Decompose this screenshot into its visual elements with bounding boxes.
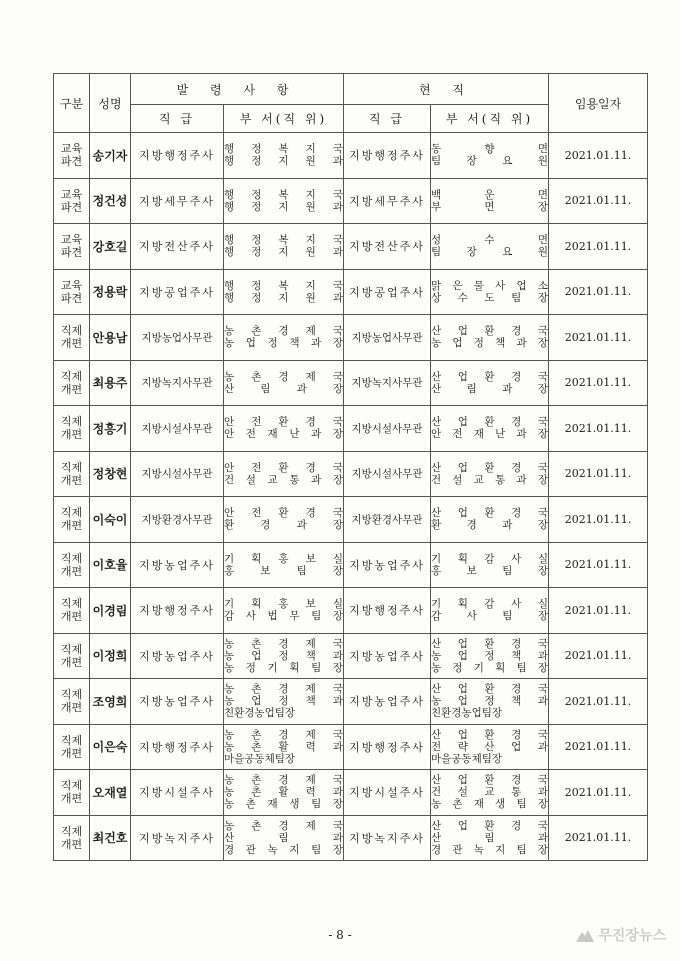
date-cell: 2021.01.11. xyxy=(549,269,648,315)
cell-line: 감 사 팀 장 xyxy=(431,610,548,623)
cell-line: 농 업 정 책 과 xyxy=(431,695,548,708)
new-grade-cell: 지방농업사무관 xyxy=(131,315,224,361)
cell-line: 행 정 지 원 과 xyxy=(224,291,343,304)
cell-line: 개편 xyxy=(60,428,83,442)
table-row xyxy=(54,542,648,588)
cell-line: 산 업 환 경 국 xyxy=(431,774,548,787)
date-cell: 2021.01.11. xyxy=(549,406,648,452)
category-cell xyxy=(54,178,90,224)
cell-line: 개편 xyxy=(60,473,83,487)
new-grade-cell: 지방행정주사 xyxy=(131,724,224,770)
current-grade-cell: 지방행정주사 xyxy=(344,133,431,179)
watermark-text: 무진장뉴스 xyxy=(598,928,666,944)
cell-line: 농 업 정 책 과 xyxy=(224,695,343,708)
table-row xyxy=(54,178,648,224)
new-department-cell xyxy=(224,224,344,270)
cell-line: 파견 xyxy=(60,246,83,260)
table-row xyxy=(54,451,648,497)
new-department-cell xyxy=(224,497,344,543)
cell-line: 안 전 환 경 국 xyxy=(224,416,343,429)
date-cell: 2021.01.11. xyxy=(549,633,648,679)
header-grade: 직 급 xyxy=(131,105,224,133)
cell-line: 개편 xyxy=(60,701,83,715)
table-row xyxy=(54,269,648,315)
cell-line: 행 정 복 지 국 xyxy=(224,234,343,247)
cell-line: 기 획 홍 보 실 xyxy=(224,552,343,565)
new-grade-cell: 지방시설사무관 xyxy=(131,406,224,452)
header-name: 성명 xyxy=(90,74,131,133)
table-row xyxy=(54,406,648,452)
cell-line: 산 업 환 경 국 xyxy=(431,683,548,696)
new-department-cell xyxy=(224,360,344,406)
cell-line: 안 전 재 난 과 장 xyxy=(431,428,548,441)
table-row xyxy=(54,133,648,179)
new-department-cell xyxy=(224,588,344,634)
cell-line: 상 수 도 팀 장 xyxy=(431,291,548,304)
new-grade-cell: 지방농업주사 xyxy=(131,542,224,588)
new-department-cell xyxy=(224,178,344,224)
current-department-cell xyxy=(431,269,549,315)
current-grade-cell: 지방환경사무관 xyxy=(344,497,431,543)
date-cell: 2021.01.11. xyxy=(549,224,648,270)
cell-line: 직제 xyxy=(60,415,83,429)
new-department-cell xyxy=(224,815,344,861)
table-row xyxy=(54,224,648,270)
date-cell: 2021.01.11. xyxy=(549,724,648,770)
new-grade-cell: 지방행정주사 xyxy=(131,133,224,179)
date-cell: 2021.01.11. xyxy=(549,360,648,406)
current-department-cell xyxy=(431,724,549,770)
current-department-cell xyxy=(431,679,549,725)
new-department-cell xyxy=(224,542,344,588)
category-cell xyxy=(54,724,90,770)
name-cell: 송기자 xyxy=(90,133,131,179)
cell-line: 산 업 환 경 국 xyxy=(431,728,548,741)
current-grade-cell: 지방녹지주사 xyxy=(344,815,431,861)
cell-line: 농 정 기 획 팀 장 xyxy=(224,661,343,674)
current-department-cell xyxy=(431,633,549,679)
cell-line: 교육 xyxy=(60,142,83,156)
cell-line: 농 촌 경 제 국 xyxy=(224,774,343,787)
current-grade-cell: 지방전산주사 xyxy=(344,224,431,270)
new-department-cell xyxy=(224,770,344,816)
current-department-cell xyxy=(431,360,549,406)
new-department-cell xyxy=(224,633,344,679)
cell-line: 직제 xyxy=(60,642,83,656)
cell-line: 파견 xyxy=(60,200,83,214)
cell-line: 산 업 환 경 국 xyxy=(431,507,548,520)
header-category: 구분 xyxy=(54,74,90,133)
current-department-cell xyxy=(431,542,549,588)
cell-line: 개편 xyxy=(60,746,83,760)
cell-line: 마을공동체팀장 xyxy=(431,752,503,765)
cell-line: 부 면 장 xyxy=(431,200,548,213)
cell-line: 개편 xyxy=(60,655,83,669)
date-cell: 2021.01.11. xyxy=(549,315,648,361)
cell-line: 홍 보 팀 장 xyxy=(224,564,343,577)
current-grade-cell: 지방행정주사 xyxy=(344,588,431,634)
current-department-cell xyxy=(431,406,549,452)
cell-line: 행 정 지 원 과 xyxy=(224,200,343,213)
category-cell xyxy=(54,542,90,588)
table-row xyxy=(54,315,648,361)
current-grade-cell: 지방시설사무관 xyxy=(344,451,431,497)
cell-line: 직제 xyxy=(60,688,83,702)
cell-line: 안 전 환 경 국 xyxy=(224,507,343,520)
cell-line: 산 업 환 경 국 xyxy=(431,370,548,383)
header-department-current: 부 서(직 위) xyxy=(431,105,549,133)
cell-line: 팀 장 요 원 xyxy=(431,246,548,259)
date-cell: 2021.01.11. xyxy=(549,497,648,543)
category-cell xyxy=(54,451,90,497)
name-cell: 이경림 xyxy=(90,588,131,634)
cell-line: 산 업 환 경 국 xyxy=(431,637,548,650)
cell-line: 산 업 환 경 국 xyxy=(431,416,548,429)
date-cell: 2021.01.11. xyxy=(549,679,648,725)
cell-line: 직제 xyxy=(60,824,83,838)
cell-line: 개편 xyxy=(60,564,83,578)
current-department-cell xyxy=(431,315,549,361)
new-department-cell xyxy=(224,269,344,315)
category-cell xyxy=(54,633,90,679)
cell-line: 친환경농업팀장 xyxy=(431,707,503,720)
cell-line: 행 정 복 지 국 xyxy=(224,188,343,201)
name-cell: 이정희 xyxy=(90,633,131,679)
category-cell xyxy=(54,815,90,861)
cell-line: 감 사 법 무 팀 장 xyxy=(224,610,343,623)
cell-line: 환 경 과 장 xyxy=(431,519,548,532)
cell-line: 기 획 감 사 실 xyxy=(431,598,548,611)
current-department-cell xyxy=(431,451,549,497)
table-body xyxy=(54,133,648,861)
cell-line: 건 설 교 통 과 xyxy=(431,786,548,799)
cell-line: 산 림 과 xyxy=(431,831,548,844)
new-grade-cell: 지방전산주사 xyxy=(131,224,224,270)
cell-line: 산 림 과 장 xyxy=(431,382,548,395)
mountain-logo-icon xyxy=(576,928,594,942)
name-cell: 이숙이 xyxy=(90,497,131,543)
current-department-cell xyxy=(431,133,549,179)
table-row xyxy=(54,588,648,634)
cell-line: 직제 xyxy=(60,369,83,383)
table-row xyxy=(54,770,648,816)
date-cell: 2021.01.11. xyxy=(549,588,648,634)
cell-line: 직제 xyxy=(60,324,83,338)
current-grade-cell: 지방공업주사 xyxy=(344,269,431,315)
cell-line: 개편 xyxy=(60,382,83,396)
current-department-cell xyxy=(431,224,549,270)
category-cell xyxy=(54,679,90,725)
cell-line: 경 관 녹 지 팀 장 xyxy=(431,843,548,856)
new-grade-cell: 지방행정주사 xyxy=(131,588,224,634)
cell-line: 건 설 교 통 과 장 xyxy=(224,473,343,486)
header-appointment: 발 령 사 항 xyxy=(131,74,344,105)
table-row xyxy=(54,633,648,679)
new-grade-cell: 지방세무주사 xyxy=(131,178,224,224)
cell-line: 농 촌 경 제 국 xyxy=(224,637,343,650)
date-cell: 2021.01.11. xyxy=(549,178,648,224)
current-grade-cell: 지방농업주사 xyxy=(344,542,431,588)
new-grade-cell: 지방공업주사 xyxy=(131,269,224,315)
name-cell: 강호길 xyxy=(90,224,131,270)
cell-line: 안 전 재 난 과 장 xyxy=(224,428,343,441)
name-cell: 정용락 xyxy=(90,269,131,315)
cell-line: 직제 xyxy=(60,779,83,793)
cell-line: 개편 xyxy=(60,519,83,533)
current-grade-cell: 지방행정주사 xyxy=(344,724,431,770)
current-grade-cell: 지방세무주사 xyxy=(344,178,431,224)
name-cell: 정창현 xyxy=(90,451,131,497)
current-grade-cell: 지방시설사무관 xyxy=(344,406,431,452)
new-grade-cell: 지방환경사무관 xyxy=(131,497,224,543)
watermark xyxy=(576,925,666,945)
category-cell xyxy=(54,224,90,270)
cell-line: 팀 장 요 원 xyxy=(431,155,548,168)
category-cell xyxy=(54,360,90,406)
cell-line: 개편 xyxy=(60,837,83,851)
current-department-cell xyxy=(431,497,549,543)
category-cell xyxy=(54,269,90,315)
cell-line: 산 림 과 장 xyxy=(224,382,343,395)
cell-line: 기 획 감 사 실 xyxy=(431,552,548,565)
category-cell xyxy=(54,133,90,179)
cell-line: 성 수 면 xyxy=(431,234,548,247)
category-cell xyxy=(54,315,90,361)
current-grade-cell: 지방농업주사 xyxy=(344,633,431,679)
new-department-cell xyxy=(224,451,344,497)
new-grade-cell: 지방농업주사 xyxy=(131,633,224,679)
cell-line: 농 촌 재 생 팀 장 xyxy=(431,798,548,811)
category-cell xyxy=(54,770,90,816)
cell-line: 직제 xyxy=(60,551,83,565)
name-cell: 오재열 xyxy=(90,770,131,816)
table-row xyxy=(54,724,648,770)
cell-line: 파견 xyxy=(60,291,83,305)
current-grade-cell: 지방녹지사무관 xyxy=(344,360,431,406)
new-department-cell xyxy=(224,315,344,361)
current-department-cell xyxy=(431,178,549,224)
cell-line: 건 설 교 통 과 장 xyxy=(431,473,548,486)
cell-line: 농 업 정 책 과 장 xyxy=(224,337,343,350)
cell-line: 안 전 환 경 국 xyxy=(224,461,343,474)
cell-line: 행 정 복 지 국 xyxy=(224,143,343,156)
cell-line: 직제 xyxy=(60,597,83,611)
cell-line: 산 업 환 경 국 xyxy=(431,819,548,832)
header-department: 부 서(직 위) xyxy=(224,105,344,133)
cell-line: 행 정 지 원 과 xyxy=(224,155,343,168)
cell-line: 직제 xyxy=(60,506,83,520)
header-current: 현 직 xyxy=(344,74,549,105)
cell-line: 농 촌 활 력 과 xyxy=(224,740,343,753)
cell-line: 환 경 과 장 xyxy=(224,519,343,532)
cell-line: 농 촌 경 제 국 xyxy=(224,728,343,741)
name-cell: 안용남 xyxy=(90,315,131,361)
new-department-cell xyxy=(224,679,344,725)
current-grade-cell: 지방농업주사 xyxy=(344,679,431,725)
current-department-cell xyxy=(431,770,549,816)
cell-line: 직제 xyxy=(60,733,83,747)
new-grade-cell: 지방녹지주사 xyxy=(131,815,224,861)
cell-line: 교육 xyxy=(60,233,83,247)
cell-line: 농 촌 재 생 팀 장 xyxy=(224,798,343,811)
date-cell: 2021.01.11. xyxy=(549,815,648,861)
table-row xyxy=(54,497,648,543)
cell-line: 홍 보 팀 장 xyxy=(431,564,548,577)
cell-line: 농 업 정 책 과 장 xyxy=(431,337,548,350)
cell-line: 교육 xyxy=(60,187,83,201)
name-cell: 정흥기 xyxy=(90,406,131,452)
name-cell: 이호율 xyxy=(90,542,131,588)
cell-line: 농 정 기 획 팀 장 xyxy=(431,661,548,674)
new-grade-cell: 지방녹지사무관 xyxy=(131,360,224,406)
cell-line: 교육 xyxy=(60,278,83,292)
header-grade-current: 직 급 xyxy=(344,105,431,133)
cell-line: 농 업 정 책 과 xyxy=(431,649,548,662)
name-cell: 최건호 xyxy=(90,815,131,861)
cell-line: 산 업 환 경 국 xyxy=(431,461,548,474)
cell-line: 파견 xyxy=(60,155,83,169)
table-row xyxy=(54,679,648,725)
current-grade-cell: 지방농업사무관 xyxy=(344,315,431,361)
table-row xyxy=(54,815,648,861)
cell-line: 농 촌 경 제 국 xyxy=(224,370,343,383)
cell-line: 개편 xyxy=(60,610,83,624)
current-department-cell xyxy=(431,815,549,861)
cell-line: 경 관 녹 지 팀 장 xyxy=(224,843,343,856)
cell-line: 농 촌 활 력 과 xyxy=(224,786,343,799)
cell-line: 농 촌 경 제 국 xyxy=(224,683,343,696)
category-cell xyxy=(54,406,90,452)
new-department-cell xyxy=(224,406,344,452)
new-department-cell xyxy=(224,724,344,770)
date-cell: 2021.01.11. xyxy=(549,133,648,179)
page-number: - 8 - xyxy=(328,928,352,942)
category-cell xyxy=(54,497,90,543)
cell-line: 백 운 면 xyxy=(431,188,548,201)
date-cell: 2021.01.11. xyxy=(549,770,648,816)
cell-line: 동 향 면 xyxy=(431,143,548,156)
table-row xyxy=(54,360,648,406)
new-grade-cell: 지방시설주사 xyxy=(131,770,224,816)
cell-line: 마을공동체팀장 xyxy=(224,752,296,765)
cell-line: 농 촌 경 제 국 xyxy=(224,819,343,832)
cell-line: 산 림 과 xyxy=(224,831,343,844)
new-department-cell xyxy=(224,133,344,179)
cell-line: 농 촌 경 제 국 xyxy=(224,325,343,338)
cell-line: 산 업 환 경 국 xyxy=(431,325,548,338)
cell-line: 행 정 복 지 국 xyxy=(224,279,343,292)
new-grade-cell: 지방시설사무관 xyxy=(131,451,224,497)
name-cell: 조영희 xyxy=(90,679,131,725)
personnel-table xyxy=(53,73,648,861)
cell-line: 개편 xyxy=(60,337,83,351)
cell-line: 직제 xyxy=(60,460,83,474)
cell-line: 친환경농업팀장 xyxy=(224,707,296,720)
cell-line: 전 략 산 업 과 xyxy=(431,740,548,753)
name-cell: 정건성 xyxy=(90,178,131,224)
cell-line: 맑 은 물 사 업 소 xyxy=(431,279,548,292)
date-cell: 2021.01.11. xyxy=(549,542,648,588)
name-cell: 이은숙 xyxy=(90,724,131,770)
name-cell: 최용주 xyxy=(90,360,131,406)
header-date: 임용일자 xyxy=(549,74,648,133)
category-cell xyxy=(54,588,90,634)
current-grade-cell: 지방시설주사 xyxy=(344,770,431,816)
new-grade-cell: 지방농업주사 xyxy=(131,679,224,725)
current-department-cell xyxy=(431,588,549,634)
cell-line: 개편 xyxy=(60,792,83,806)
cell-line: 행 정 지 원 과 xyxy=(224,246,343,259)
cell-line: 기 획 홍 보 실 xyxy=(224,598,343,611)
date-cell: 2021.01.11. xyxy=(549,451,648,497)
cell-line: 농 업 정 책 과 xyxy=(224,649,343,662)
